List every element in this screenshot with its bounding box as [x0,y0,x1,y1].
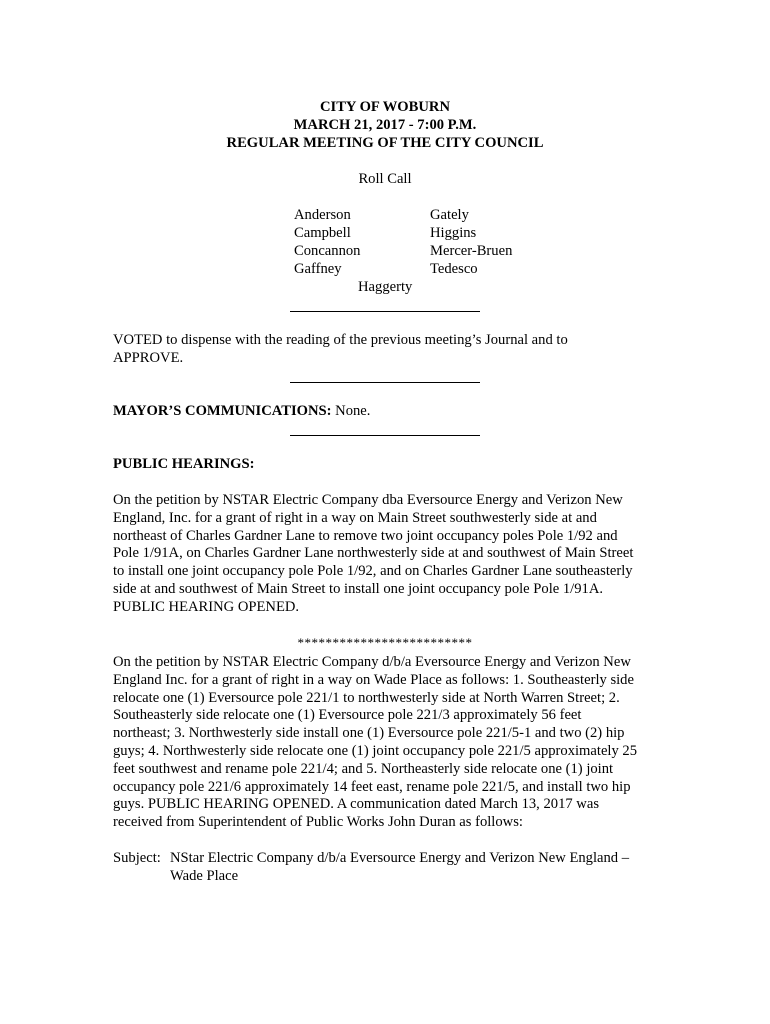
voted-line: VOTED to dispense with the reading of the previous meeting’s Journal and to [113,332,568,348]
petition-line: On the petition by NSTAR Electric Company d/b/a Eversource Energy and Verizon New [113,654,631,670]
header-city: CITY OF WOBURN [319,99,450,115]
petition-line: side at and southwest of Main Street to install one joint occupancy pole Pole 1/91A. [113,580,604,597]
roster-left-column [294,207,360,279]
petition-paragraph-1 [113,492,658,617]
subject-label: Subject: [113,850,161,866]
asterisk-separator: ************************* [297,635,473,650]
divider-line [290,311,480,312]
petition-line: received from Superintendent of Public Works John Duran as follows: [113,814,523,831]
public-hearings-heading [113,456,658,474]
petition-line: occupancy pole 221/6 approximately 14 feet east, rename pole 221/5, and install two hip [113,778,631,795]
mayors-communications-value: None. [331,403,371,419]
mayors-communications [113,403,658,421]
document-header [0,99,770,153]
roster-name: Tedesco [430,261,478,277]
petition-line: On the petition by NSTAR Electric Company dba Eversource Energy and Verizon New [113,492,623,508]
roster-name: Mercer-Bruen [430,243,513,259]
subject-body [170,850,670,886]
roster-right-column [430,207,512,279]
subject-line: Wade Place [170,867,239,884]
petition-line: PUBLIC HEARING OPENED. [113,598,300,615]
roster-name: Anderson [294,207,351,223]
petition-line: England, Inc. for a grant of right in a way on Main Street southwesterly side at and [113,509,597,526]
mayors-communications-label: MAYOR’S COMMUNICATIONS: [113,403,332,419]
roster-name: Concannon [294,243,361,259]
voted-paragraph [113,332,658,368]
public-hearings-label: PUBLIC HEARINGS: [113,456,255,472]
voted-line: APPROVE. [113,349,184,366]
header-meeting: REGULAR MEETING OF THE CITY COUNCIL [226,135,544,151]
roster-name: Gately [430,207,469,223]
roll-call-title: Roll Call [358,171,412,187]
petition-line: feet southwest and rename pole 221/4; and 5. Northeasterly side relocate one (1) joint [113,760,614,777]
header-date: MARCH 21, 2017 - 7:00 P.M. [293,117,477,133]
subject-line: NStar Electric Company d/b/a Eversource Energy and Verizon New England – [170,850,630,866]
divider-line [290,382,480,383]
petition-line: northeast of Charles Gardner Lane to remove two joint occupancy poles Pole 1/92 and [113,527,618,544]
petition-paragraph-2 [113,654,658,832]
roster-name: Campbell [294,225,351,241]
roster-name: Higgins [430,225,477,241]
roster-name: Gaffney [294,261,342,277]
petition-line: to install one joint occupancy pole Pole 1/92, and on Charles Gardner Lane southeasterly [113,563,633,580]
petition-line: Southeasterly side relocate one (1) Eversource pole 221/3 approximately 56 feet [113,707,582,724]
divider-line [290,435,480,436]
roster-name-center: Haggerty [358,279,413,295]
petition-line: Pole 1/91A, on Charles Gardner Lane northwesterly side at and southwest of Main Street [113,545,634,562]
petition-line: guys; 4. Northwesterly side relocate one (1) joint occupancy pole 221/5 approximately 25 [113,742,638,759]
petition-line: guys. PUBLIC HEARING OPENED. A communication dated March 13, 2017 was [113,796,600,813]
petition-line: northeast; 3. Northwesterly side install one (1) Eversource pole 221/5-1 and two (2) hip [113,725,625,742]
petition-line: England Inc. for a grant of right in a way on Wade Place as follows: 1. Southeasterly side [113,671,634,688]
petition-line: relocate one (1) Eversource pole 221/1 to northwesterly side at North Warren Street; 2. [113,689,620,706]
